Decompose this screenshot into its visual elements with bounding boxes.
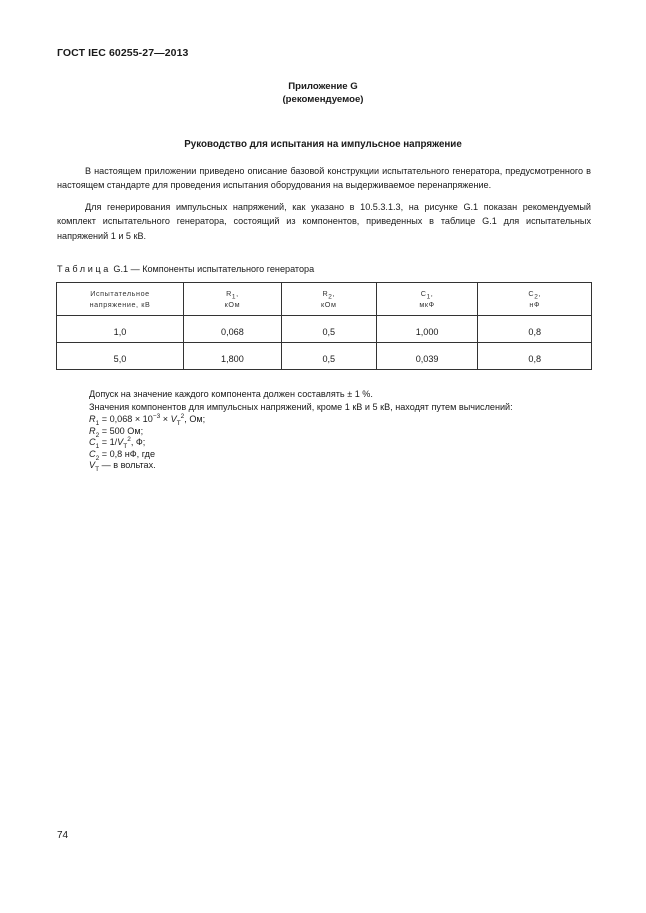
cell-voltage: 5,0 [57, 343, 184, 370]
table-caption [57, 264, 314, 274]
formula-list [89, 414, 205, 472]
calculation-intro: Значения компонентов для импульсных напряжений, кроме 1 кВ и 5 кВ, находят путем вычислений: [89, 402, 513, 412]
appendix-title: Приложение G [288, 81, 358, 92]
components-table [56, 282, 592, 370]
header-voltage: Испытательное напряжение, кВ [57, 283, 184, 316]
table-row [57, 343, 592, 370]
paragraph-intro: В настоящем приложении приведено описание базовой конструкции испытательного генератора, предусмотренного в настоящем стандарте для проведения испытания оборудования на выдерживаемое перенапряжение. [57, 166, 591, 191]
header-r1: $R_1$, кОм [183, 283, 281, 316]
header-c2: $C_2$, нФ [478, 283, 592, 316]
header-c1: $C_1$, мкФ [376, 283, 478, 316]
section-title: Руководство для испытания на импульсное напряжение [184, 139, 462, 150]
table-caption-text: G.1 — Компоненты испытательного генератора [113, 264, 315, 274]
table-header-row [57, 283, 592, 316]
table-caption-prefix: Таблица [57, 264, 111, 274]
paragraph-generator: Для генерирования импульсных напряжений, как указано в 10.5.3.1.3, на рисунке G.1 показан рекомендуемый комплект испытательного генератора, состоящий из компонентов, приведенных в таблице G.1 для испытательных напряжений 1 и 5 кВ. [57, 202, 591, 241]
cell-r2: 0,5 [281, 343, 376, 370]
formula-c1: $C_1 = 1/V_T^2$, Ф; [89, 436, 146, 450]
cell-c1: 0,039 [376, 343, 478, 370]
cell-c1: 1,000 [376, 316, 478, 343]
header-r2: $R_2$, кОм [281, 283, 376, 316]
formula-vt: $V_T$ — в вольтах. [89, 460, 156, 474]
tolerance-text: Допуск на значение каждого компонента должен составлять ± 1 %. [89, 389, 373, 399]
cell-c2: 0,8 [478, 316, 592, 343]
document-id: ГОСТ IEC 60255-27—2013 [57, 47, 189, 59]
formula-r1: $R_1 = 0,068 \times 10^{-3} \times V_T^2$, Ом; [89, 412, 206, 427]
formula-c2: $C_2 = 0,8$ нФ, где [89, 448, 155, 462]
cell-r2: 0,5 [281, 316, 376, 343]
cell-r1: 0,068 [183, 316, 281, 343]
appendix-subtitle: (рекомендуемое) [282, 93, 364, 105]
cell-c2: 0,8 [478, 343, 592, 370]
cell-voltage: 1,0 [57, 316, 184, 343]
appendix-heading [0, 81, 646, 106]
formula-r2: $R_2 = 500$ Ом; [89, 425, 144, 439]
page-number: 74 [57, 830, 69, 841]
table-row [57, 316, 592, 343]
cell-r1: 1,800 [183, 343, 281, 370]
